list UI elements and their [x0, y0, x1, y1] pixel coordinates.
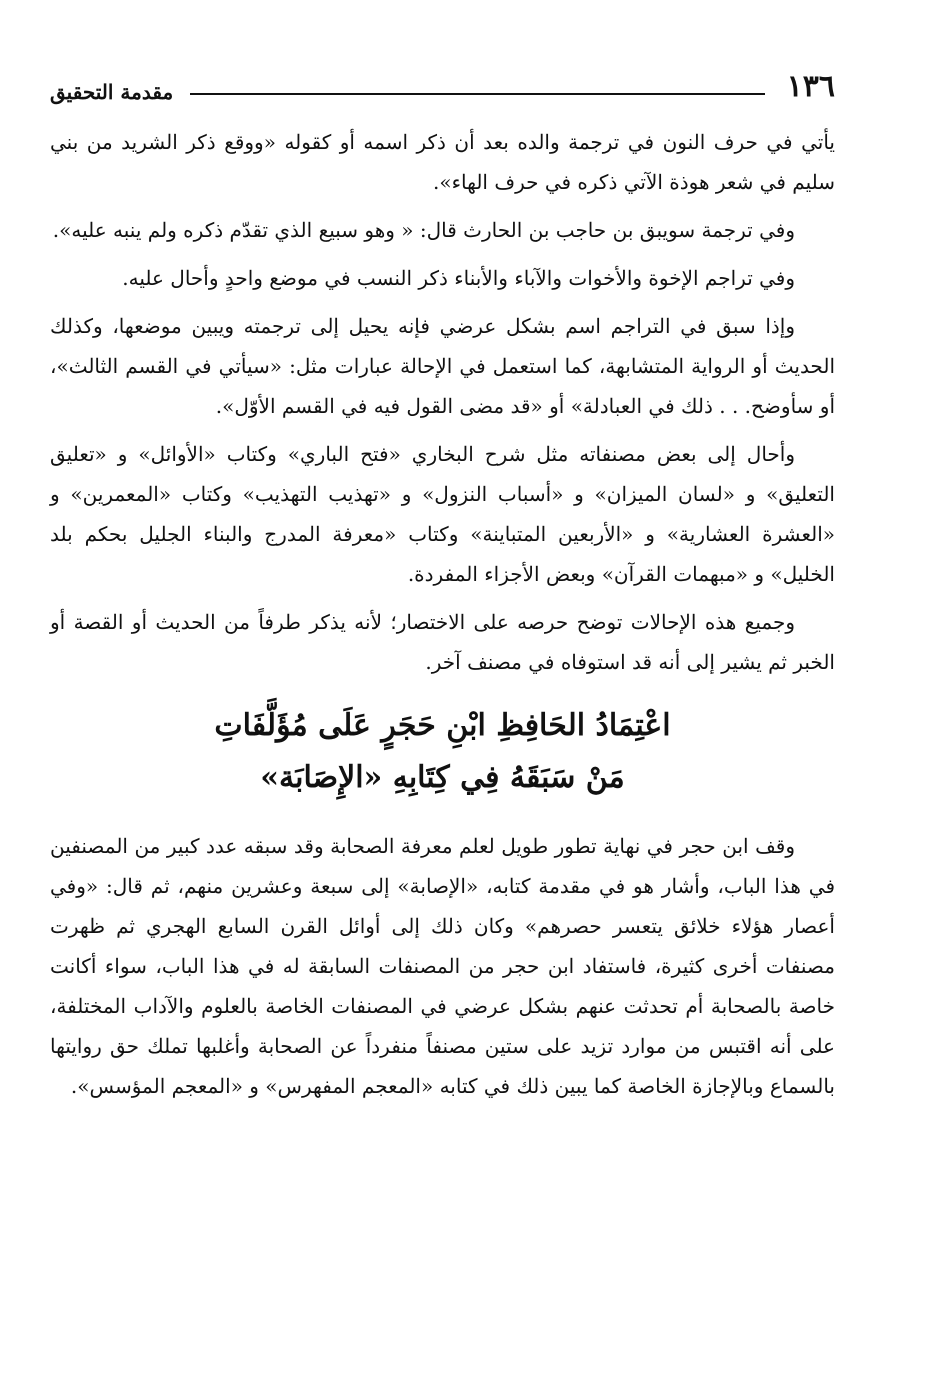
section-heading-line-2: مَنْ سَبَقَهُ فِي كِتَابِهِ «الإِصَابَة»	[260, 760, 625, 795]
paragraph: يأتي في حرف النون في ترجمة والده بعد أن ذكر اسمه أو كقوله «ووقع ذكر الشريد من بني سليم في شعر هوذة الآتي ذكره في حرف الهاء».	[50, 130, 835, 194]
page-body	[50, 122, 835, 1114]
paragraph: وجميع هذه الإحالات توضح حرصه على الاختصار؛ لأنه يذكر طرفاً من الحديث أو القصة أو الخبر ثم يشير إلى أنه قد استوفاه في مصنف آخر.	[50, 610, 835, 674]
section-heading-line-1: اعْتِمَادُ الحَافِظِ ابْنِ حَجَرٍ عَلَى مُؤَلَّفَاتِ	[214, 708, 671, 743]
paragraph: وأحال إلى بعض مصنفاته مثل شرح البخاري «فتح الباري» وكتاب «الأوائل» و «تعليق التعليق» و «لسان الميزان» و «أسباب النزول» و «تهذيب التهذيب» وكتاب «المعمرين» و «العشرة العشارية» و «الأربعين المتباينة» وكتاب «معرفة المدرج والبناء الجليل بحكم بلد الخليل» و «مبهمات القرآن» وبعض الأجزاء المفردة.	[50, 442, 835, 586]
paragraph: وإذا سبق في التراجم اسم بشكل عرضي فإنه يحيل إلى ترجمته ويبين موضعها، وكذلك الحديث أو الرواية المتشابهة، كما استعمل في الإحالة عبارات مثل: «سيأتي في القسم الثالث»، أو سأوضح. . . ذلك في العبادلة» أو «قد مضى القول فيه في القسم الأوّل».	[50, 314, 835, 418]
page-number: ١٣٦	[786, 69, 835, 104]
paragraph: وفي ترجمة سويبق بن حاجب بن الحارث قال: « وهو سبيع الذي تقدّم ذكره ولم ينبه عليه».	[52, 218, 795, 242]
page-header	[50, 70, 835, 110]
paragraph: وفي تراجم الإخوة والأخوات والآباء والأبناء ذكر النسب في موضع واحدٍ وأحال عليه.	[122, 266, 795, 290]
section-heading	[50, 700, 835, 804]
paragraph: وقف ابن حجر في نهاية تطور طويل لعلم معرفة الصحابة وقد سبقه عدد كبير من المصنفين في هذا الباب، وأشار هو في مقدمة كتابه، «الإصابة» إلى سبعة وعشرين منهم، ثم قال: «وفي أعصار هؤلاء خلائق يتعسر حصرهم» وكان ذلك إلى أوائل القرن السابع الهجري ثم ظهرت مصنفات أخرى كثيرة، فاستفاد ابن حجر من المصنفات السابقة له في هذا الباب، سواء أكانت خاصة بالصحابة أم تحدثت عنهم بشكل عرضي في المصنفات الخاصة بالعلوم والآداب المختلفة، على أنه اقتبس من موارد تزيد على ستين مصنفاً منفرداً عن الصحابة وأغلبها تملك حق روايتها بالسماع وبالإجازة الخاصة كما يبين ذلك في كتابه «المعجم المفهرس» و «المعجم المؤسس».	[50, 834, 835, 1098]
header-rule	[190, 93, 765, 95]
running-title: مقدمة التحقيق	[50, 80, 174, 104]
